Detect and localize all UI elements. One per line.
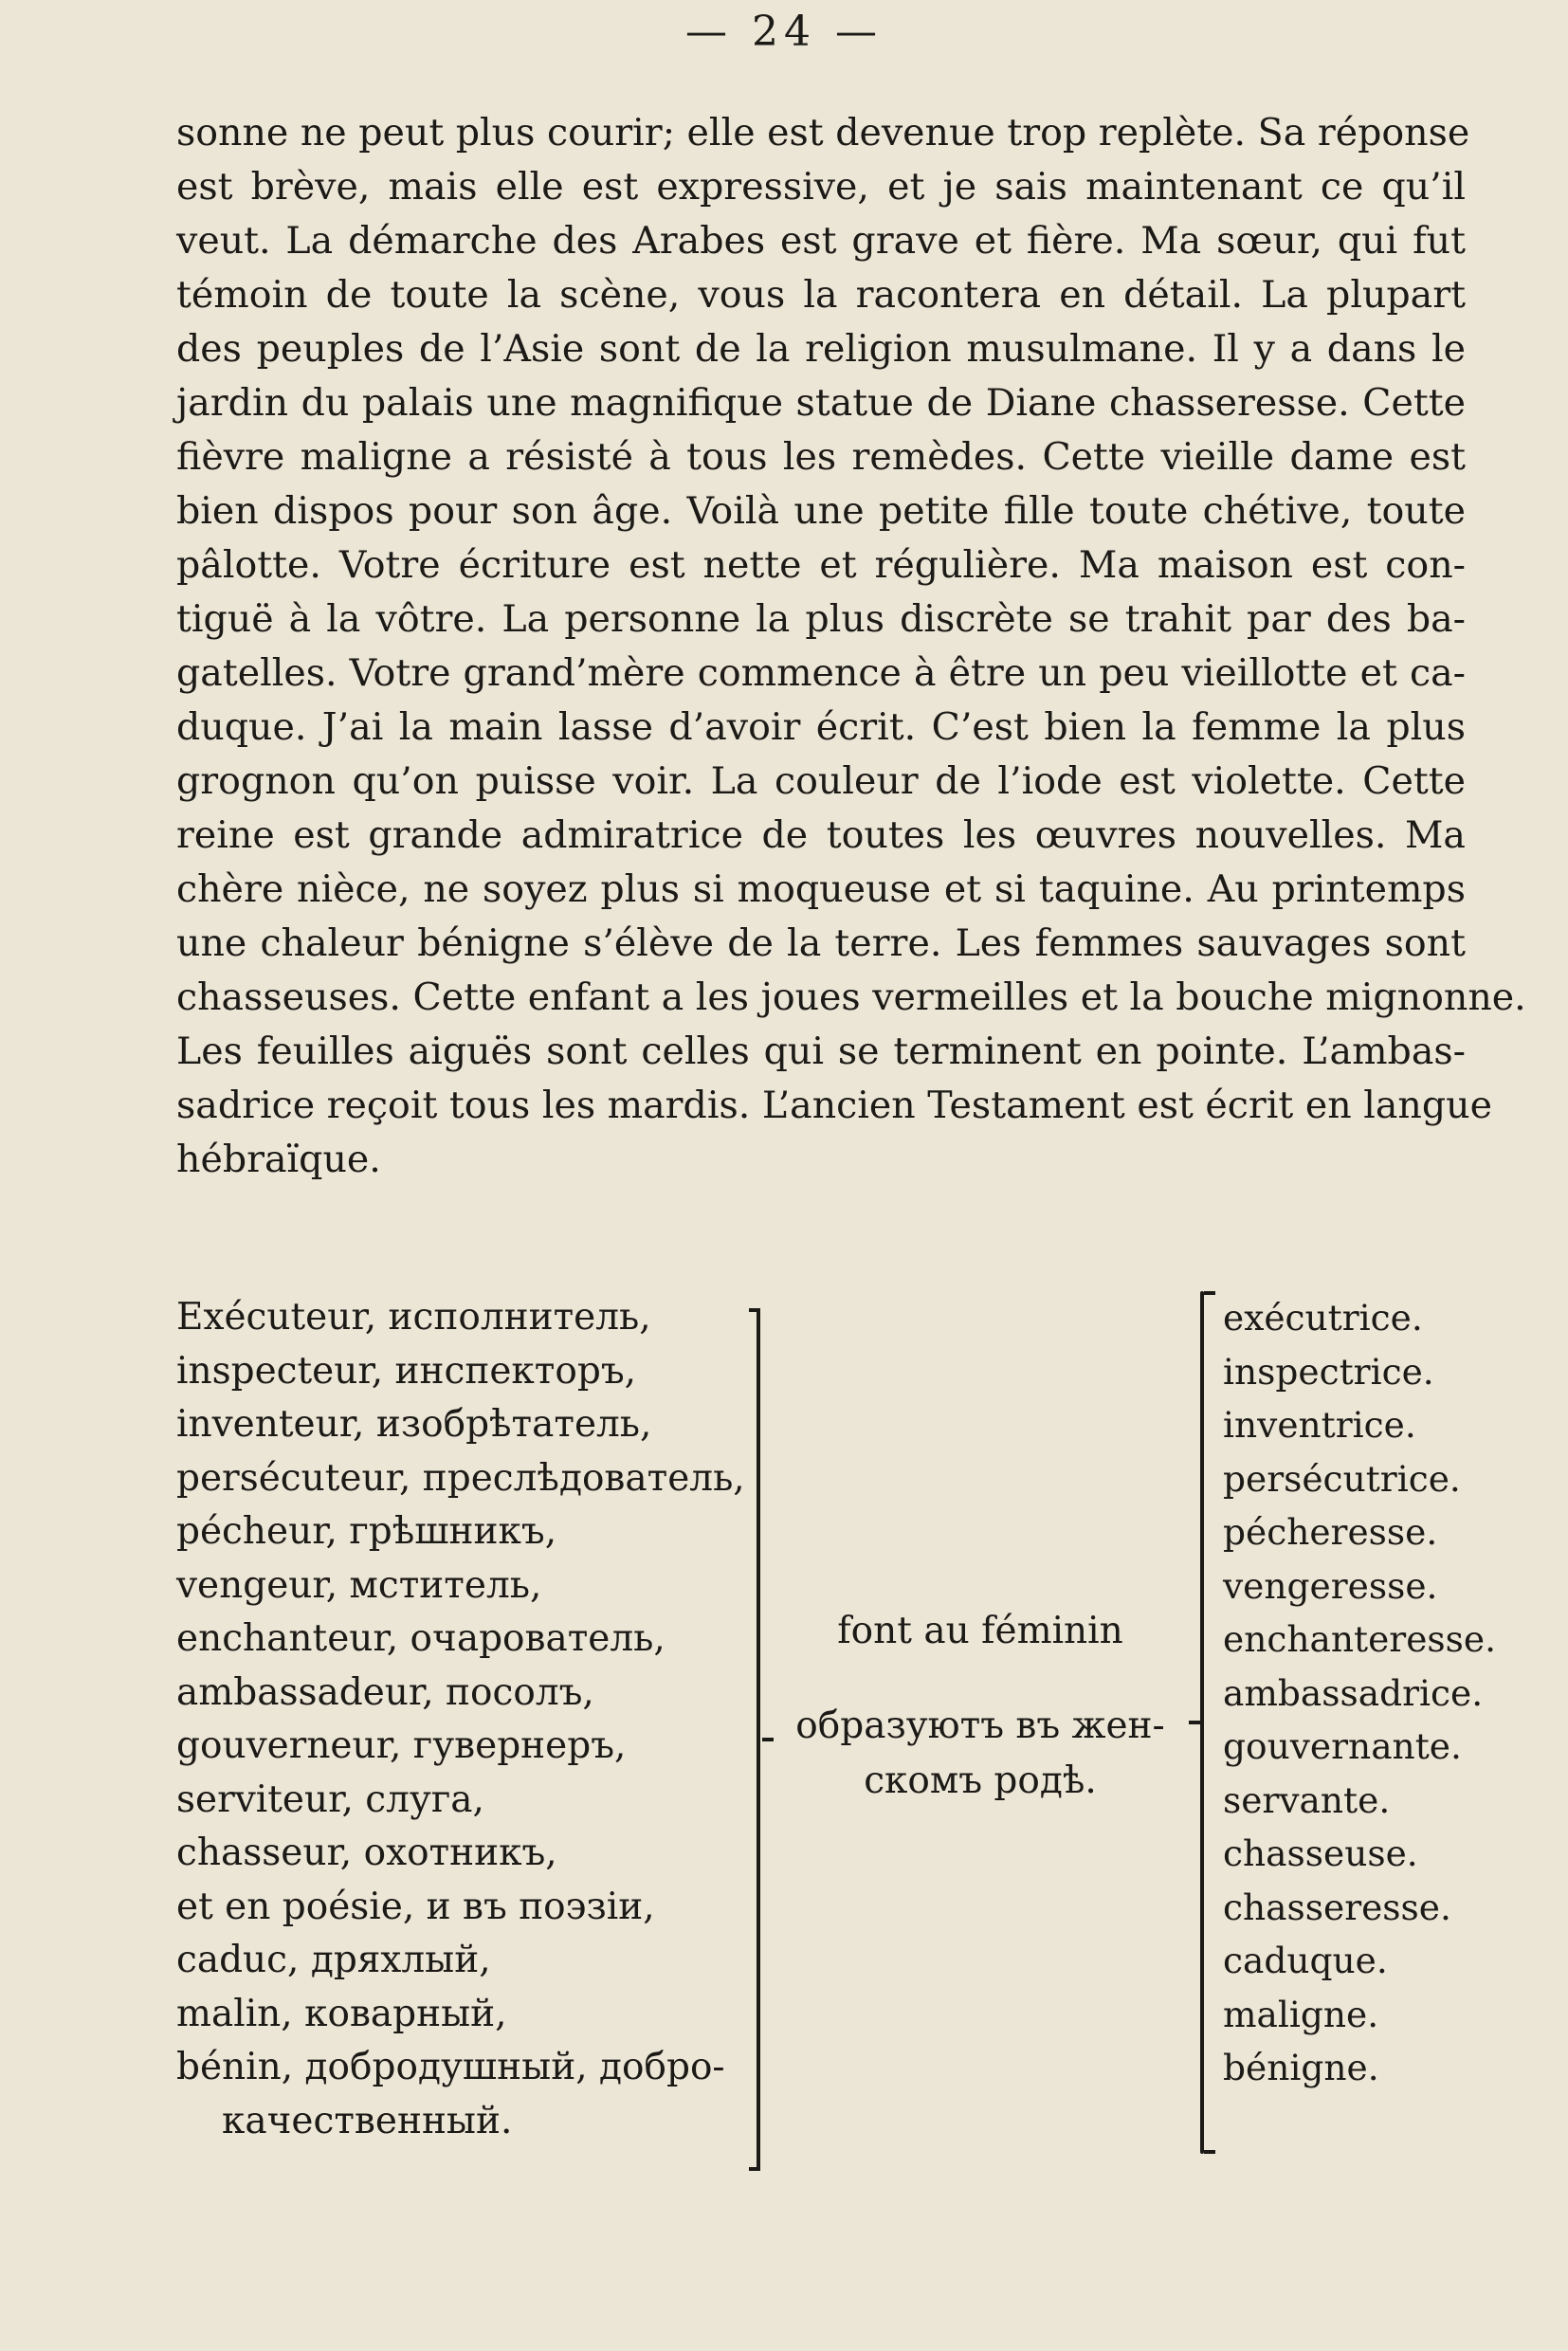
- paragraph-line: sonne ne peut plus courir; elle est devenue trop replète. Sa réponse: [176, 111, 1470, 155]
- feminine-entry: maligne.: [1223, 1993, 1379, 2035]
- masculine-entry: vengeur, мститель,: [176, 1563, 542, 1607]
- paragraph-line: fièvre maligne a résisté à tous les remèdes. Cette vieille dame est: [176, 435, 1466, 479]
- feminine-entry: pécheresse.: [1223, 1511, 1438, 1553]
- masculine-entry: gouverneur, гувернеръ,: [176, 1724, 627, 1767]
- paragraph-line: bien dispos pour son âge. Voilà une petite fille toute chétive, toute: [176, 489, 1466, 533]
- feminine-forms-table: [176, 1291, 1496, 2182]
- paragraph-line: témoin de toute la scène, vous la racontera en détail. La plupart: [176, 273, 1466, 317]
- masculine-entry: Exécuteur, исполнитель,: [176, 1296, 651, 1339]
- rule-french: font au féminin: [837, 1610, 1123, 1652]
- masculine-entry: caduc, дряхлый,: [176, 1939, 491, 1981]
- left-brace: [745, 1308, 768, 2171]
- feminine-entry: ambassadrice.: [1223, 1671, 1484, 1714]
- paragraph-line: reine est grande admiratrice de toutes les œuvres nouvelles. Ma: [176, 813, 1466, 857]
- masculine-entry: enchanteur, очарователь,: [176, 1617, 665, 1660]
- paragraph-line: grognon qu’on puisse voir. La couleur de l’iode est violette. Cette: [176, 759, 1466, 803]
- feminine-entry: enchanteresse.: [1223, 1618, 1496, 1660]
- exercise-paragraph: [176, 106, 1526, 1187]
- paragraph-line: jardin du palais une magnifique statue de Diane chasseresse. Cette: [176, 381, 1466, 425]
- masculine-entry: et en poésie, и въ поэзіи,: [176, 1885, 655, 1928]
- masculine-entry: malin, коварный,: [176, 1992, 507, 2035]
- rule-russian: скомъ родѣ.: [864, 1759, 1097, 1802]
- paragraph-line: hébraïque.: [176, 1138, 381, 1181]
- masculine-entry: chasseur, охотникъ,: [176, 1832, 557, 1874]
- paragraph-line: chasseuses. Cette enfant a les joues vermeilles et la bouche mignonne.: [176, 975, 1526, 1019]
- masculine-entry: качественный.: [222, 2099, 513, 2142]
- paragraph-line: veut. La démarche des Arabes est grave et fière. Ma sœur, qui fut: [176, 219, 1466, 263]
- feminine-entry: vengeresse.: [1223, 1564, 1438, 1607]
- masculine-entry: bénin, добродушный, добро-: [176, 2046, 725, 2088]
- masculine-entry: ambassadeur, посолъ,: [176, 1670, 594, 1714]
- feminine-entry: persécutrice.: [1223, 1457, 1461, 1500]
- feminine-entry: chasseuse.: [1223, 1832, 1418, 1874]
- feminine-entry: bénigne.: [1223, 2047, 1379, 2088]
- rule-russian: образуютъ въ жен-: [795, 1704, 1165, 1747]
- feminine-entry: chasseresse.: [1223, 1886, 1451, 1928]
- feminine-column: [1223, 1291, 1496, 2095]
- feminine-entry: inspectrice.: [1223, 1350, 1434, 1393]
- masculine-entry: inspecteur, инспекторъ,: [176, 1349, 637, 1393]
- feminine-entry: caduque.: [1223, 1940, 1388, 1981]
- paragraph-line: pâlotte. Votre écriture est nette et régulière. Ma maison est con-: [176, 543, 1466, 587]
- paragraph-line: sadrice reçoit tous les mardis. L’ancien Testament est écrit en langue: [176, 1084, 1492, 1127]
- paragraph-line: une chaleur bénigne s’élève de la terre. Les femmes sauvages sont: [176, 921, 1466, 965]
- paragraph-line: chère nièce, ne soyez plus si moqueuse et si taquine. Au printemps: [176, 867, 1466, 911]
- masculine-entry: inventeur, изобрѣтатель,: [176, 1403, 652, 1446]
- feminine-entry: servante.: [1223, 1778, 1391, 1821]
- masculine-entry: persécuteur, преслѣдователь,: [176, 1456, 745, 1500]
- feminine-entry: inventrice.: [1223, 1404, 1416, 1446]
- feminine-entry: gouvernante.: [1223, 1725, 1462, 1767]
- paragraph-line: tiguë à la vôtre. La personne la plus discrète se trahit par des ba-: [176, 597, 1466, 641]
- paragraph-line: des peuples de l’Asie sont de la religion musulmane. Il y a dans le: [176, 327, 1466, 371]
- feminine-entry: exécutrice.: [1223, 1297, 1423, 1339]
- paragraph-line: duque. J’ai la main lasse d’avoir écrit. C’est bien la femme la plus: [176, 705, 1466, 749]
- right-brace: [1189, 1291, 1212, 2154]
- paragraph-line: est brève, mais elle est expressive, et je sais maintenant ce qu’il: [176, 165, 1466, 209]
- paragraph-line: Les feuilles aiguës sont celles qui se terminent en pointe. L’ambas-: [176, 1030, 1466, 1073]
- page-number: — 24 —: [685, 8, 883, 56]
- masculine-column: [176, 1291, 745, 2148]
- masculine-entry: serviteur, слуга,: [176, 1777, 484, 1821]
- masculine-entry: pécheur, грѣшникъ,: [176, 1510, 557, 1553]
- paragraph-line: gatelles. Votre grand’mère commence à être un peu vieillotte et ca-: [176, 651, 1466, 695]
- rule-column: [774, 1604, 1187, 1809]
